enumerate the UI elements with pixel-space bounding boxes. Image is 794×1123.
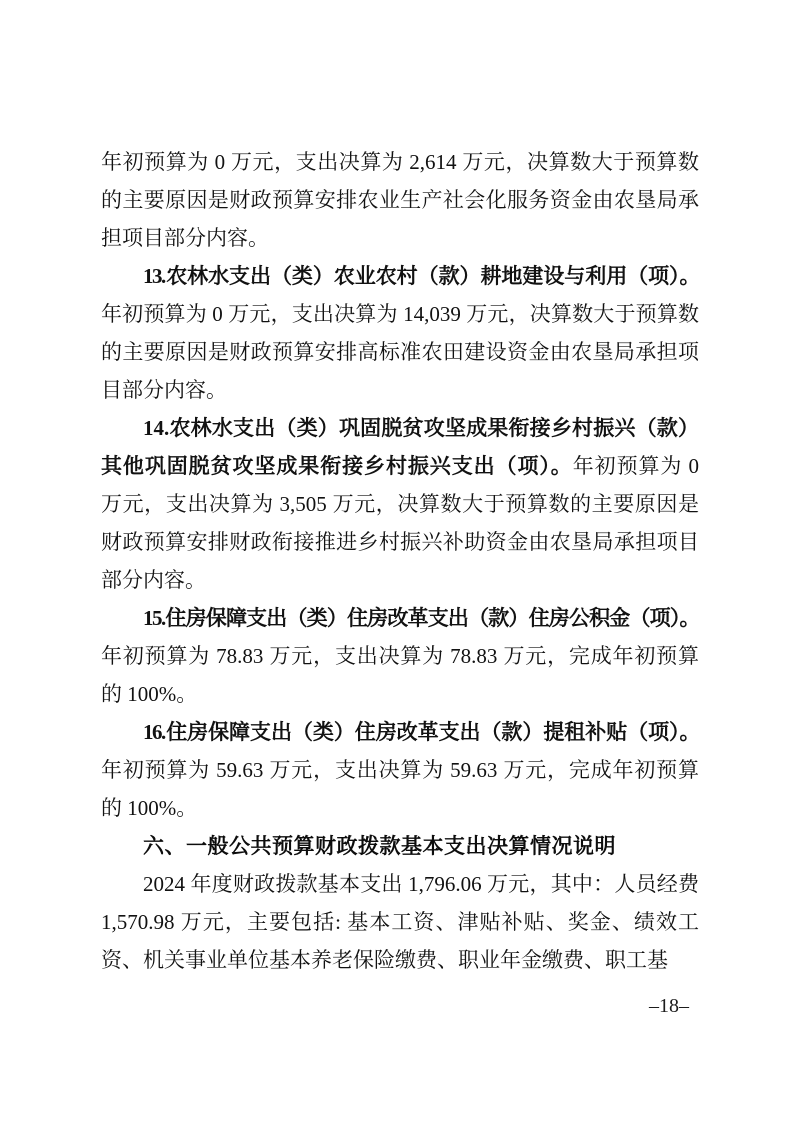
item-16-body: 年初预算为 59.63 万元，支出决算为 59.63 万元，完成年初预算的 100%。	[101, 758, 699, 820]
page-text-block	[101, 143, 699, 979]
page-number: –18–	[649, 995, 689, 1017]
paragraph-item12-continuation	[101, 143, 699, 257]
paragraph-item-16	[101, 713, 699, 827]
paragraph-item-13	[101, 257, 699, 409]
item-14-body: 年初预算为 0 万元，支出决算为 3,505 万元，决算数大于预算数的主要原因是财政预算安排财政衔接推进乡村振兴补助资金由农垦局承担项目部分内容。	[101, 454, 700, 592]
item-16-heading: 16.住房保障支出（类）住房改革支出（款）提租补贴（项）。	[143, 720, 699, 744]
item-15-heading: 15.住房保障支出（类）住房改革支出（款）住房公积金（项）。	[143, 606, 699, 630]
paragraph-item-14	[101, 409, 699, 599]
item-13-body: 年初预算为 0 万元，支出决算为 14,039 万元，决算数大于预算数的主要原因是财政预算安排高标准农田建设资金由农垦局承担项目部分内容。	[101, 302, 699, 402]
item-15-body: 年初预算为 78.83 万元，支出决算为 78.83 万元，完成年初预算的 100%。	[101, 644, 699, 706]
paragraph-text: 年初预算为 0 万元，支出决算为 2,614 万元，决算数大于预算数的主要原因是财政预算安排农业生产社会化服务资金由农垦局承担项目部分内容。	[101, 150, 699, 250]
paragraph-item-15	[101, 599, 699, 713]
section-six-paragraph-text: 2024 年度财政拨款基本支出 1,796.06 万元，其中：人员经费 1,570.98 万元，主要包括: 基本工资、津贴补贴、奖金、绩效工资、机关事业单位基本养老保险缴费、职业年金缴费、职工基	[101, 872, 699, 972]
item-14-heading: 14.农林水支出（类）巩固脱贫攻坚成果衔接乡村振兴（款）其他巩固脱贫攻坚成果衔接乡村振兴支出（项）。	[101, 416, 699, 478]
item-13-heading: 13.农林水支出（类）农业农村（款）耕地建设与利用（项）。	[143, 264, 699, 288]
section-six-heading: 六、一般公共预算财政拨款基本支出决算情况说明	[143, 834, 616, 858]
section-six-paragraph	[101, 865, 699, 979]
